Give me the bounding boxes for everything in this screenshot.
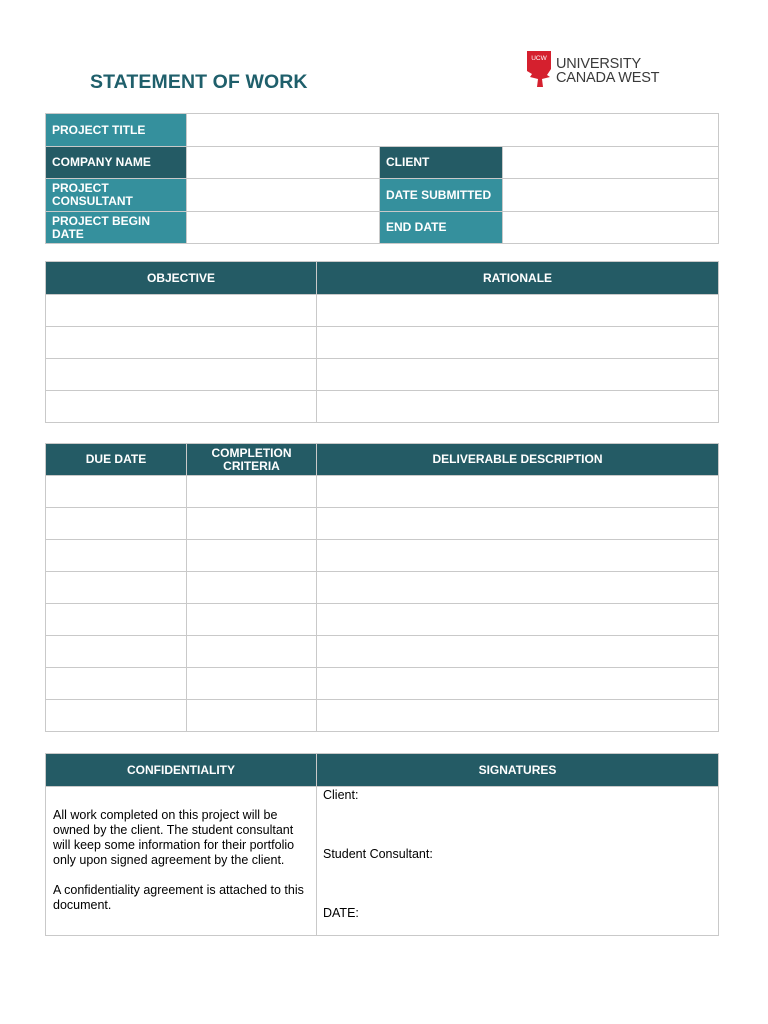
table-row [46, 700, 719, 732]
logo-line-1: UNIVERSITY [556, 56, 642, 72]
completion-criteria-cell[interactable] [187, 604, 317, 636]
project-consultant-label: PROJECT CONSULTANT [46, 179, 187, 212]
date-signature-label: DATE: [323, 906, 359, 920]
objective-cell[interactable] [46, 391, 317, 423]
deliverable-description-header: DELIVERABLE DESCRIPTION [317, 444, 719, 476]
logo-line-2: CANADA WEST [556, 70, 660, 86]
signatures-area[interactable] [317, 787, 719, 936]
due-date-cell[interactable] [46, 508, 187, 540]
due-date-cell[interactable] [46, 476, 187, 508]
due-date-cell[interactable] [46, 700, 187, 732]
rationale-cell[interactable] [317, 327, 719, 359]
company-name-label: COMPANY NAME [46, 147, 187, 179]
due-date-cell[interactable] [46, 540, 187, 572]
confidentiality-paragraph-1: All work completed on this project will be owned by the client. The student consultant will keep some information for their portfolio only upon signed agreement by the client. [53, 808, 295, 867]
completion-criteria-cell[interactable] [187, 476, 317, 508]
table-row [46, 572, 719, 604]
table-row [46, 476, 719, 508]
date-submitted-label: DATE SUBMITTED [380, 179, 503, 212]
confidentiality-paragraph-2: A confidentiality agreement is attached to this document. [53, 883, 304, 912]
table-row [46, 295, 719, 327]
project-info-table [45, 113, 719, 244]
table-row [46, 391, 719, 423]
objective-header: OBJECTIVE [46, 262, 317, 295]
objective-cell[interactable] [46, 359, 317, 391]
project-title-field[interactable] [187, 114, 719, 147]
client-field[interactable] [503, 147, 719, 179]
objective-cell[interactable] [46, 327, 317, 359]
table-row [46, 668, 719, 700]
project-begin-date-label: PROJECT BEGIN DATE [46, 212, 187, 244]
end-date-field[interactable] [503, 212, 719, 244]
completion-criteria-cell[interactable] [187, 700, 317, 732]
completion-criteria-cell[interactable] [187, 508, 317, 540]
confidentiality-header: CONFIDENTIALITY [46, 754, 317, 787]
deliverables-table [45, 443, 719, 732]
completion-criteria-cell[interactable] [187, 572, 317, 604]
table-row [46, 327, 719, 359]
table-row [46, 636, 719, 668]
completion-criteria-cell[interactable] [187, 668, 317, 700]
rationale-header: RATIONALE [317, 262, 719, 295]
completion-criteria-cell[interactable] [187, 540, 317, 572]
logo-badge-text: UCW [531, 55, 547, 62]
table-row [46, 604, 719, 636]
client-label: CLIENT [380, 147, 503, 179]
date-submitted-field[interactable] [503, 179, 719, 212]
due-date-cell[interactable] [46, 668, 187, 700]
rationale-cell[interactable] [317, 391, 719, 423]
objective-table [45, 261, 719, 423]
due-date-cell[interactable] [46, 572, 187, 604]
table-row [46, 508, 719, 540]
deliverable-description-cell[interactable] [317, 636, 719, 668]
completion-criteria-cell[interactable] [187, 636, 317, 668]
rationale-cell[interactable] [317, 359, 719, 391]
due-date-cell[interactable] [46, 636, 187, 668]
completion-criteria-header: COMPLETION CRITERIA [187, 444, 317, 476]
signatures-header: SIGNATURES [317, 754, 719, 787]
deliverable-description-cell[interactable] [317, 540, 719, 572]
due-date-header: DUE DATE [46, 444, 187, 476]
deliverable-description-cell[interactable] [317, 668, 719, 700]
maple-leaf-icon [527, 51, 551, 87]
deliverable-description-cell[interactable] [317, 572, 719, 604]
project-title-label: PROJECT TITLE [46, 114, 187, 147]
table-row [46, 359, 719, 391]
project-consultant-field[interactable] [187, 179, 380, 212]
end-date-label: END DATE [380, 212, 503, 244]
deliverable-description-cell[interactable] [317, 476, 719, 508]
deliverable-description-cell[interactable] [317, 700, 719, 732]
company-name-field[interactable] [187, 147, 380, 179]
confidentiality-text [46, 787, 317, 936]
objective-cell[interactable] [46, 295, 317, 327]
student-consultant-signature-label: Student Consultant: [323, 847, 433, 861]
rationale-cell[interactable] [317, 295, 719, 327]
confidentiality-signatures-table [45, 753, 719, 936]
table-row [46, 540, 719, 572]
deliverable-description-cell[interactable] [317, 604, 719, 636]
page-title: STATEMENT OF WORK [90, 71, 308, 93]
project-begin-date-field[interactable] [187, 212, 380, 244]
deliverable-description-cell[interactable] [317, 508, 719, 540]
client-signature-label: Client: [323, 788, 359, 802]
university-logo [527, 51, 677, 89]
due-date-cell[interactable] [46, 604, 187, 636]
